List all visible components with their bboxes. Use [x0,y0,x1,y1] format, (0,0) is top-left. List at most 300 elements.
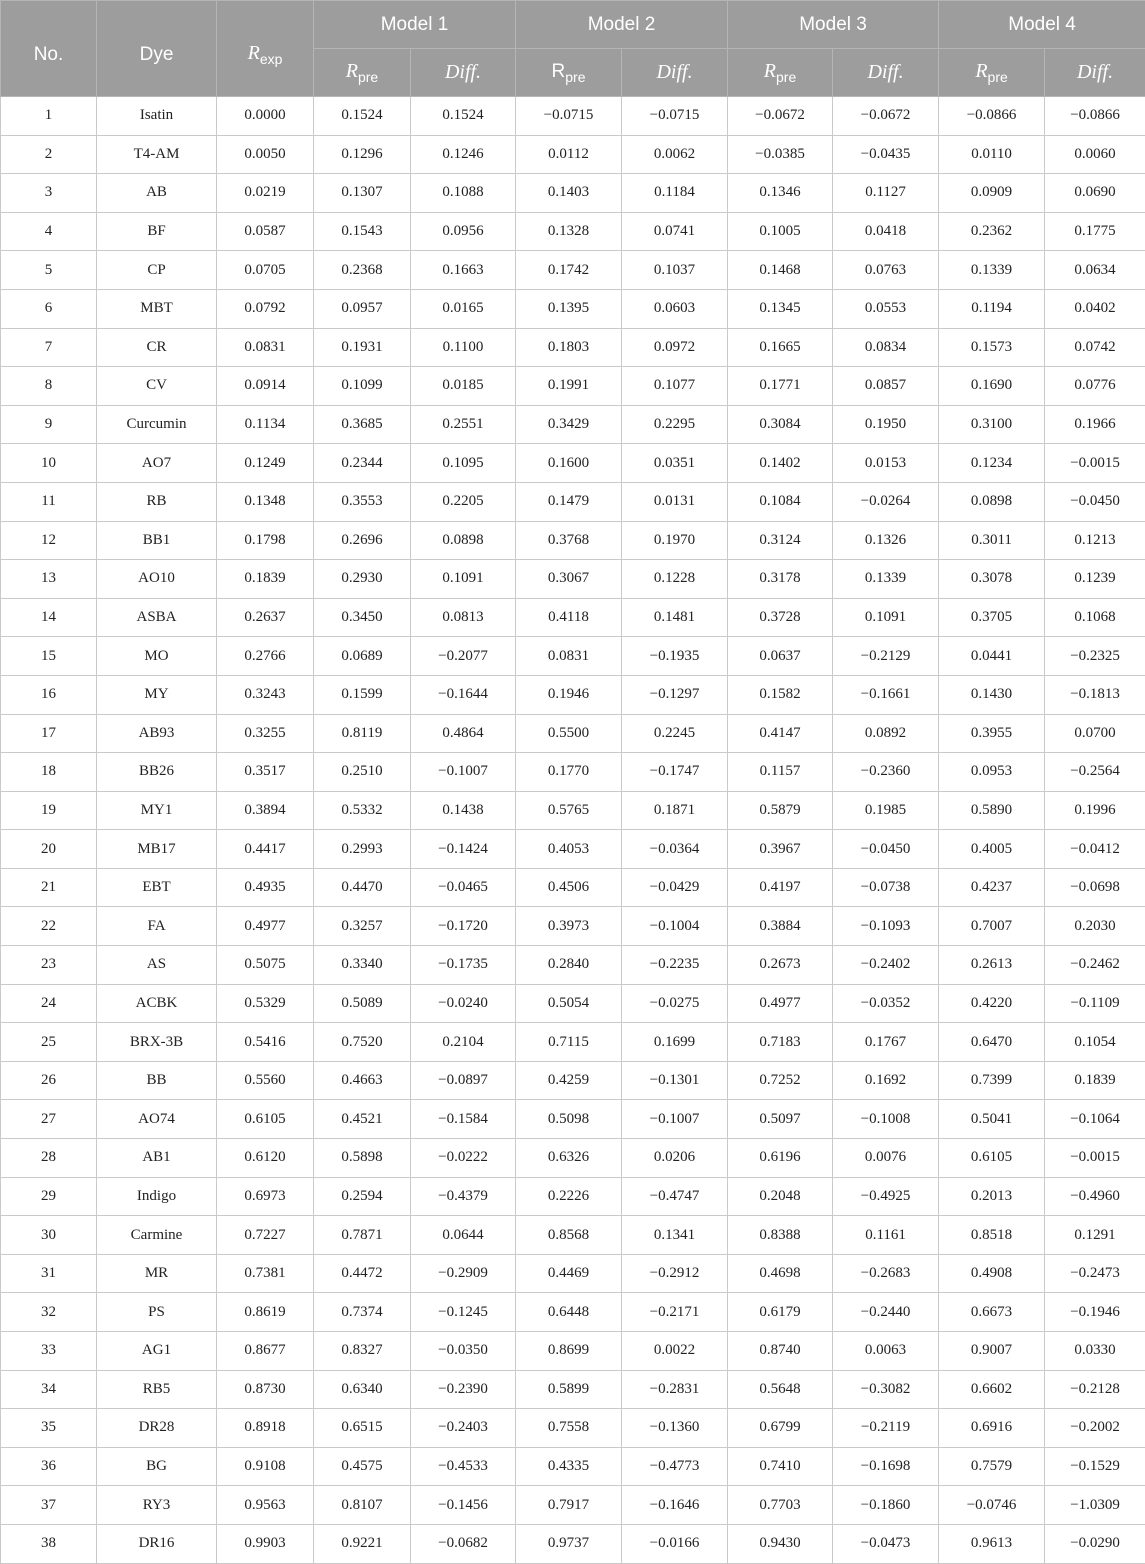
rpre-symbol: R [552,61,566,82]
cell-no: 35 [1,1409,97,1448]
table-row [1,1254,1145,1293]
rpre-symbol: R [764,60,776,82]
cell-dye: RB5 [97,1370,217,1409]
cell-model-4-rpre: 0.7007 [939,907,1045,946]
cell-no: 23 [1,946,97,985]
table-row [1,251,1145,290]
cell-model-1-rpre: 0.5089 [314,984,411,1023]
cell-model-4-diff: 0.1239 [1045,560,1145,599]
cell-model-4-diff: −0.0450 [1045,482,1145,521]
cell-model-1-diff: 0.0185 [411,367,516,406]
cell-model-1-diff: −0.1644 [411,675,516,714]
cell-no: 33 [1,1332,97,1371]
cell-dye: AO10 [97,560,217,599]
cell-no: 26 [1,1061,97,1100]
table-row [1,907,1145,946]
cell-model-2-rpre: 0.4053 [516,830,622,869]
cell-model-3-rpre: 0.1402 [728,444,833,483]
cell-model-2-rpre: 0.3768 [516,521,622,560]
diff-label: Diff. [867,61,903,83]
cell-model-3-diff: −0.0738 [833,868,939,907]
cell-model-1-rpre: 0.4470 [314,868,411,907]
cell-model-4-diff: 0.1966 [1045,405,1145,444]
cell-model-2-rpre: 0.7115 [516,1023,622,1062]
cell-model-3-rpre: 0.5648 [728,1370,833,1409]
cell-model-3-diff: 0.1985 [833,791,939,830]
cell-model-4-diff: −0.2462 [1045,946,1145,985]
cell-model-1-rpre: 0.5332 [314,791,411,830]
cell-model-1-diff: 0.0898 [411,521,516,560]
cell-no: 5 [1,251,97,290]
table-row [1,97,1145,136]
cell-model-3-rpre: 0.1157 [728,753,833,792]
cell-model-2-rpre: 0.1742 [516,251,622,290]
cell-model-2-diff: 0.0741 [622,212,728,251]
cell-rexp: 0.8619 [217,1293,314,1332]
table-row [1,1370,1145,1409]
cell-model-4-rpre: 0.7399 [939,1061,1045,1100]
cell-rexp: 0.6973 [217,1177,314,1216]
cell-model-1-rpre: 0.0689 [314,637,411,676]
cell-model-3-diff: 0.0076 [833,1139,939,1178]
cell-model-4-rpre: 0.1573 [939,328,1045,367]
cell-no: 25 [1,1023,97,1062]
table-row [1,289,1145,328]
cell-no: 22 [1,907,97,946]
cell-model-1-rpre: 0.3257 [314,907,411,946]
cell-model-1-rpre: 0.6515 [314,1409,411,1448]
table-row [1,444,1145,483]
table-row [1,135,1145,174]
table-row [1,868,1145,907]
cell-model-4-rpre: 0.4005 [939,830,1045,869]
cell-model-3-diff: −0.0435 [833,135,939,174]
cell-model-2-diff: 0.2295 [622,405,728,444]
cell-model-2-rpre: 0.5765 [516,791,622,830]
cell-dye: FA [97,907,217,946]
table-row [1,328,1145,367]
table-row [1,560,1145,599]
cell-model-3-diff: −0.0450 [833,830,939,869]
cell-model-4-diff: −0.0290 [1045,1524,1145,1563]
rexp-symbol: R [248,42,260,64]
cell-model-4-diff: 0.1213 [1045,521,1145,560]
cell-model-2-rpre: 0.1479 [516,482,622,521]
cell-rexp: 0.0000 [217,97,314,136]
table-row [1,946,1145,985]
cell-model-4-diff: 0.0776 [1045,367,1145,406]
cell-model-1-diff: 0.1100 [411,328,516,367]
cell-no: 14 [1,598,97,637]
table-row [1,598,1145,637]
header-model-3: Model 3 [728,1,939,49]
cell-model-1-rpre: 0.4521 [314,1100,411,1139]
cell-model-3-diff: 0.1091 [833,598,939,637]
cell-rexp: 0.4417 [217,830,314,869]
cell-model-3-rpre: 0.1345 [728,289,833,328]
cell-model-4-rpre: 0.6602 [939,1370,1045,1409]
cell-model-4-diff: 0.0690 [1045,174,1145,213]
cell-model-1-rpre: 0.8119 [314,714,411,753]
cell-model-3-rpre: 0.1582 [728,675,833,714]
cell-model-2-rpre: 0.4335 [516,1447,622,1486]
cell-model-1-rpre: 0.1296 [314,135,411,174]
cell-model-2-rpre: 0.3067 [516,560,622,599]
cell-model-1-diff: −0.1424 [411,830,516,869]
cell-no: 30 [1,1216,97,1255]
cell-model-4-diff: 0.2030 [1045,907,1145,946]
cell-rexp: 0.5560 [217,1061,314,1100]
cell-model-4-rpre: 0.8518 [939,1216,1045,1255]
cell-model-3-rpre: 0.3178 [728,560,833,599]
cell-model-3-rpre: 0.3084 [728,405,833,444]
cell-model-2-diff: −0.4773 [622,1447,728,1486]
cell-model-2-diff: 0.1341 [622,1216,728,1255]
cell-model-3-diff: −0.2683 [833,1254,939,1293]
cell-rexp: 0.0914 [217,367,314,406]
cell-model-4-rpre: −0.0746 [939,1486,1045,1525]
cell-model-2-rpre: 0.1946 [516,675,622,714]
cell-model-3-diff: −0.1698 [833,1447,939,1486]
cell-model-2-rpre: 0.9737 [516,1524,622,1563]
cell-model-3-diff: 0.0763 [833,251,939,290]
cell-model-3-rpre: 0.1005 [728,212,833,251]
cell-model-3-rpre: 0.4197 [728,868,833,907]
cell-model-1-rpre: 0.8327 [314,1332,411,1371]
cell-model-3-rpre: 0.2673 [728,946,833,985]
cell-model-2-rpre: 0.1991 [516,367,622,406]
cell-model-1-rpre: 0.4575 [314,1447,411,1486]
cell-model-1-diff: −0.0465 [411,868,516,907]
table-row [1,405,1145,444]
cell-model-4-rpre: 0.1690 [939,367,1045,406]
cell-model-4-diff: 0.0330 [1045,1332,1145,1371]
cell-model-1-diff: −0.0897 [411,1061,516,1100]
cell-model-1-rpre: 0.1543 [314,212,411,251]
cell-no: 2 [1,135,97,174]
cell-model-3-diff: 0.0892 [833,714,939,753]
cell-model-2-diff: −0.0275 [622,984,728,1023]
cell-model-2-diff: −0.2912 [622,1254,728,1293]
cell-dye: AS [97,946,217,985]
cell-model-3-rpre: 0.6196 [728,1139,833,1178]
cell-model-2-diff: 0.1699 [622,1023,728,1062]
cell-model-4-rpre: 0.0110 [939,135,1045,174]
cell-no: 12 [1,521,97,560]
cell-model-1-diff: 0.4864 [411,714,516,753]
cell-model-4-diff: 0.1068 [1045,598,1145,637]
cell-model-4-rpre: 0.9007 [939,1332,1045,1371]
cell-model-1-diff: 0.1088 [411,174,516,213]
header-diff [1045,49,1145,97]
rpre-subscript: pre [358,69,378,85]
cell-model-3-diff: 0.1692 [833,1061,939,1100]
cell-model-4-rpre: 0.0441 [939,637,1045,676]
cell-rexp: 0.1348 [217,482,314,521]
cell-no: 19 [1,791,97,830]
cell-model-1-diff: −0.4533 [411,1447,516,1486]
cell-no: 36 [1,1447,97,1486]
cell-model-3-rpre: 0.8740 [728,1332,833,1371]
cell-model-2-rpre: 0.6326 [516,1139,622,1178]
cell-model-4-diff: −0.1064 [1045,1100,1145,1139]
cell-model-3-diff: 0.1161 [833,1216,939,1255]
cell-model-3-diff: 0.1950 [833,405,939,444]
cell-model-1-diff: 0.1095 [411,444,516,483]
cell-model-4-diff: −0.4960 [1045,1177,1145,1216]
cell-model-4-diff: −1.0309 [1045,1486,1145,1525]
cell-model-4-rpre: 0.3100 [939,405,1045,444]
cell-model-2-rpre: 0.7558 [516,1409,622,1448]
cell-model-4-diff: −0.0698 [1045,868,1145,907]
cell-no: 16 [1,675,97,714]
cell-no: 34 [1,1370,97,1409]
cell-model-4-diff: 0.1996 [1045,791,1145,830]
table-row [1,714,1145,753]
cell-model-1-rpre: 0.1307 [314,174,411,213]
cell-rexp: 0.1798 [217,521,314,560]
table-row [1,1177,1145,1216]
table-row [1,482,1145,521]
cell-model-2-diff: −0.1004 [622,907,728,946]
cell-model-2-rpre: 0.1328 [516,212,622,251]
cell-model-2-rpre: 0.7917 [516,1486,622,1525]
header-model-1: Model 1 [314,1,516,49]
rpre-subscript: pre [988,69,1008,85]
table-row [1,1293,1145,1332]
cell-model-4-diff: 0.1291 [1045,1216,1145,1255]
table-row [1,1486,1145,1525]
cell-dye: MO [97,637,217,676]
cell-model-1-diff: 0.2104 [411,1023,516,1062]
cell-rexp: 0.2766 [217,637,314,676]
cell-model-3-rpre: −0.0672 [728,97,833,136]
cell-model-2-diff: 0.1871 [622,791,728,830]
cell-model-2-rpre: 0.8699 [516,1332,622,1371]
table-row [1,1216,1145,1255]
cell-model-4-rpre: 0.1339 [939,251,1045,290]
cell-model-2-diff: 0.0972 [622,328,728,367]
header-diff [833,49,939,97]
cell-rexp: 0.6105 [217,1100,314,1139]
cell-model-4-rpre: 0.2613 [939,946,1045,985]
cell-model-4-diff: −0.1529 [1045,1447,1145,1486]
cell-model-3-rpre: 0.2048 [728,1177,833,1216]
cell-model-1-diff: 0.2551 [411,405,516,444]
cell-model-3-diff: 0.1127 [833,174,939,213]
cell-dye: Indigo [97,1177,217,1216]
cell-model-4-rpre: 0.2362 [939,212,1045,251]
cell-model-1-diff: 0.1246 [411,135,516,174]
cell-model-3-diff: −0.2360 [833,753,939,792]
cell-model-3-rpre: 0.7183 [728,1023,833,1062]
cell-dye: ACBK [97,984,217,1023]
cell-model-2-rpre: 0.0112 [516,135,622,174]
cell-model-1-diff: 0.1524 [411,97,516,136]
cell-model-2-diff: −0.1646 [622,1486,728,1525]
cell-model-4-rpre: 0.6673 [939,1293,1045,1332]
cell-rexp: 0.5329 [217,984,314,1023]
cell-no: 3 [1,174,97,213]
rpre-subscript: pre [565,68,585,84]
cell-model-1-diff: −0.0222 [411,1139,516,1178]
cell-rexp: 0.3894 [217,791,314,830]
cell-model-2-rpre: 0.5500 [516,714,622,753]
cell-model-1-rpre: 0.2696 [314,521,411,560]
cell-model-1-rpre: 0.4472 [314,1254,411,1293]
cell-rexp: 0.1839 [217,560,314,599]
cell-model-3-diff: −0.0672 [833,97,939,136]
cell-no: 7 [1,328,97,367]
cell-model-3-rpre: 0.6179 [728,1293,833,1332]
cell-model-3-diff: −0.2440 [833,1293,939,1332]
cell-rexp: 0.6120 [217,1139,314,1178]
cell-no: 18 [1,753,97,792]
cell-model-2-rpre: 0.5098 [516,1100,622,1139]
cell-model-1-diff: −0.0350 [411,1332,516,1371]
cell-model-4-rpre: 0.1234 [939,444,1045,483]
table-body [1,97,1145,1564]
cell-model-1-diff: 0.0165 [411,289,516,328]
table-row [1,1332,1145,1371]
cell-model-3-rpre: 0.4147 [728,714,833,753]
cell-model-4-diff: −0.2128 [1045,1370,1145,1409]
cell-dye: CP [97,251,217,290]
cell-model-4-diff: −0.2325 [1045,637,1145,676]
cell-model-4-rpre: 0.4237 [939,868,1045,907]
cell-model-2-diff: −0.1747 [622,753,728,792]
cell-no: 31 [1,1254,97,1293]
cell-rexp: 0.3517 [217,753,314,792]
cell-model-2-rpre: 0.1395 [516,289,622,328]
cell-model-4-diff: 0.1775 [1045,212,1145,251]
cell-model-1-diff: 0.1438 [411,791,516,830]
cell-dye: AG1 [97,1332,217,1371]
cell-model-1-rpre: 0.1524 [314,97,411,136]
cell-dye: BB26 [97,753,217,792]
cell-rexp: 0.5416 [217,1023,314,1062]
cell-dye: AO74 [97,1100,217,1139]
cell-model-2-diff: 0.0603 [622,289,728,328]
cell-model-4-diff: −0.1946 [1045,1293,1145,1332]
table-row [1,984,1145,1023]
cell-model-1-rpre: 0.2993 [314,830,411,869]
cell-model-2-diff: 0.2245 [622,714,728,753]
cell-dye: MB17 [97,830,217,869]
cell-model-4-rpre: 0.3078 [939,560,1045,599]
cell-no: 13 [1,560,97,599]
cell-model-3-rpre: 0.5097 [728,1100,833,1139]
cell-model-1-rpre: 0.9221 [314,1524,411,1563]
rpre-symbol: R [346,60,358,82]
header-rpre [314,49,411,97]
cell-model-2-diff: −0.2831 [622,1370,728,1409]
cell-model-4-rpre: 0.4220 [939,984,1045,1023]
cell-model-3-rpre: 0.6799 [728,1409,833,1448]
cell-model-1-diff: −0.2390 [411,1370,516,1409]
cell-model-1-diff: −0.1720 [411,907,516,946]
cell-model-3-diff: −0.1008 [833,1100,939,1139]
cell-no: 38 [1,1524,97,1563]
cell-model-2-diff: 0.1077 [622,367,728,406]
header-model-4: Model 4 [939,1,1145,49]
cell-dye: MY [97,675,217,714]
cell-dye: RY3 [97,1486,217,1525]
cell-model-3-rpre: 0.1084 [728,482,833,521]
cell-model-2-rpre: 0.5054 [516,984,622,1023]
cell-model-2-rpre: 0.1403 [516,174,622,213]
cell-model-2-rpre: −0.0715 [516,97,622,136]
cell-model-4-diff: 0.1839 [1045,1061,1145,1100]
cell-model-3-diff: 0.1339 [833,560,939,599]
cell-model-1-rpre: 0.0957 [314,289,411,328]
cell-model-3-diff: −0.1661 [833,675,939,714]
table-row [1,1100,1145,1139]
cell-model-4-diff: −0.0412 [1045,830,1145,869]
header-dye: Dye [97,1,217,97]
cell-model-4-diff: −0.0015 [1045,1139,1145,1178]
cell-model-4-rpre: 0.9613 [939,1524,1045,1563]
cell-model-2-rpre: 0.1600 [516,444,622,483]
cell-model-3-diff: −0.2129 [833,637,939,676]
cell-dye: BB [97,1061,217,1100]
cell-model-1-rpre: 0.3685 [314,405,411,444]
cell-dye: Curcumin [97,405,217,444]
cell-rexp: 0.9108 [217,1447,314,1486]
cell-model-3-rpre: 0.9430 [728,1524,833,1563]
cell-rexp: 0.0831 [217,328,314,367]
cell-model-4-diff: 0.0742 [1045,328,1145,367]
cell-rexp: 0.9903 [217,1524,314,1563]
table-row [1,830,1145,869]
cell-model-2-rpre: 0.4259 [516,1061,622,1100]
cell-model-1-rpre: 0.3340 [314,946,411,985]
cell-model-1-diff: −0.4379 [411,1177,516,1216]
cell-rexp: 0.3243 [217,675,314,714]
cell-model-1-rpre: 0.1099 [314,367,411,406]
table-row [1,174,1145,213]
cell-no: 21 [1,868,97,907]
cell-dye: AB93 [97,714,217,753]
cell-model-1-rpre: 0.3553 [314,482,411,521]
cell-model-3-rpre: 0.7703 [728,1486,833,1525]
cell-model-1-rpre: 0.7520 [314,1023,411,1062]
table-row [1,753,1145,792]
cell-dye: DR16 [97,1524,217,1563]
header-rpre [728,49,833,97]
cell-model-2-diff: −0.1360 [622,1409,728,1448]
cell-model-2-diff: −0.1935 [622,637,728,676]
cell-model-2-rpre: 0.4506 [516,868,622,907]
cell-model-4-rpre: 0.2013 [939,1177,1045,1216]
cell-model-2-diff: 0.1037 [622,251,728,290]
cell-dye: DR28 [97,1409,217,1448]
cell-model-2-rpre: 0.8568 [516,1216,622,1255]
cell-dye: BB1 [97,521,217,560]
cell-model-1-rpre: 0.3450 [314,598,411,637]
cell-dye: BRX-3B [97,1023,217,1062]
table-row [1,1447,1145,1486]
cell-model-4-rpre: 0.1194 [939,289,1045,328]
cell-model-1-rpre: 0.5898 [314,1139,411,1178]
cell-model-2-diff: 0.1481 [622,598,728,637]
table-row [1,1023,1145,1062]
cell-model-3-diff: 0.0857 [833,367,939,406]
cell-model-1-diff: −0.0240 [411,984,516,1023]
cell-dye: Carmine [97,1216,217,1255]
cell-model-1-rpre: 0.1599 [314,675,411,714]
cell-dye: CR [97,328,217,367]
